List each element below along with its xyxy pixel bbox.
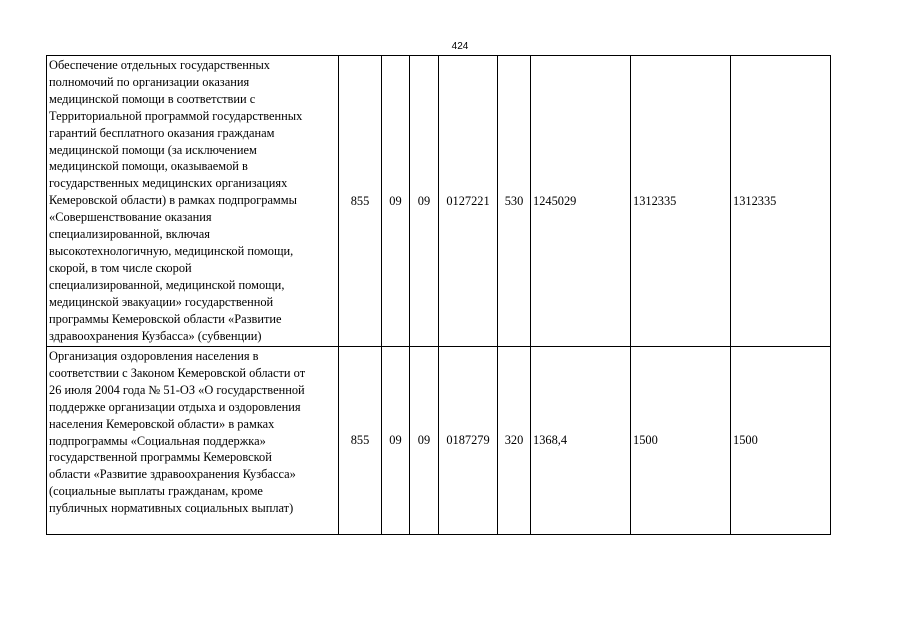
amount-3-cell: 1312335 — [731, 56, 831, 347]
subsection-cell: 09 — [410, 56, 439, 347]
table-row — [47, 347, 831, 535]
amount-2-cell: 1500 — [631, 347, 731, 535]
section-cell: 09 — [382, 347, 410, 535]
subsection-cell: 09 — [410, 347, 439, 535]
ministry-code-cell: 855 — [339, 347, 382, 535]
row-description: Обеспечение отдельных государственных полномочий по организации оказания медицинской помощи в соответствии с Территориальной программой государственных гарантий бесплатного оказания гражданам медицинской помощи (за исключением медицинской помощи, оказываемой в государственных медицинских организациях Кемеровской области) в рамках подпрограммы «Совершенствование оказания специализированной, включая высокотехнологичную, медицинской помощи, скорой, в том числе скорой специализированной, медицинской помощи, медицинской эвакуации» государственной программы Кемеровской области «Развитие здравоохранения Кузбасса» (субвенции) — [47, 56, 339, 347]
amount-3-cell: 1500 — [731, 347, 831, 535]
table-row — [47, 56, 831, 347]
expense-type-cell: 320 — [498, 347, 531, 535]
row-description: Организация оздоровления населения в соответствии с Законом Кемеровской области от 26 июля 2004 года № 51-ОЗ «О государственной поддержке организации отдыха и оздоровления населения Кемеровской области» в рамках подпрограммы «Социальная поддержка» государственной программы Кемеровской области «Развитие здравоохранения Кузбасса» (социальные выплаты гражданам, кроме публичных нормативных социальных выплат) — [47, 347, 339, 535]
ministry-code-cell: 855 — [339, 56, 382, 347]
amount-2-cell: 1312335 — [631, 56, 731, 347]
section-cell: 09 — [382, 56, 410, 347]
target-article-cell: 0187279 — [439, 347, 498, 535]
page-number: 424 — [451, 41, 469, 52]
expense-type-cell: 530 — [498, 56, 531, 347]
budget-table — [46, 55, 831, 535]
amount-1-cell: 1368,4 — [531, 347, 631, 535]
target-article-cell: 0127221 — [439, 56, 498, 347]
amount-1-cell: 1245029 — [531, 56, 631, 347]
